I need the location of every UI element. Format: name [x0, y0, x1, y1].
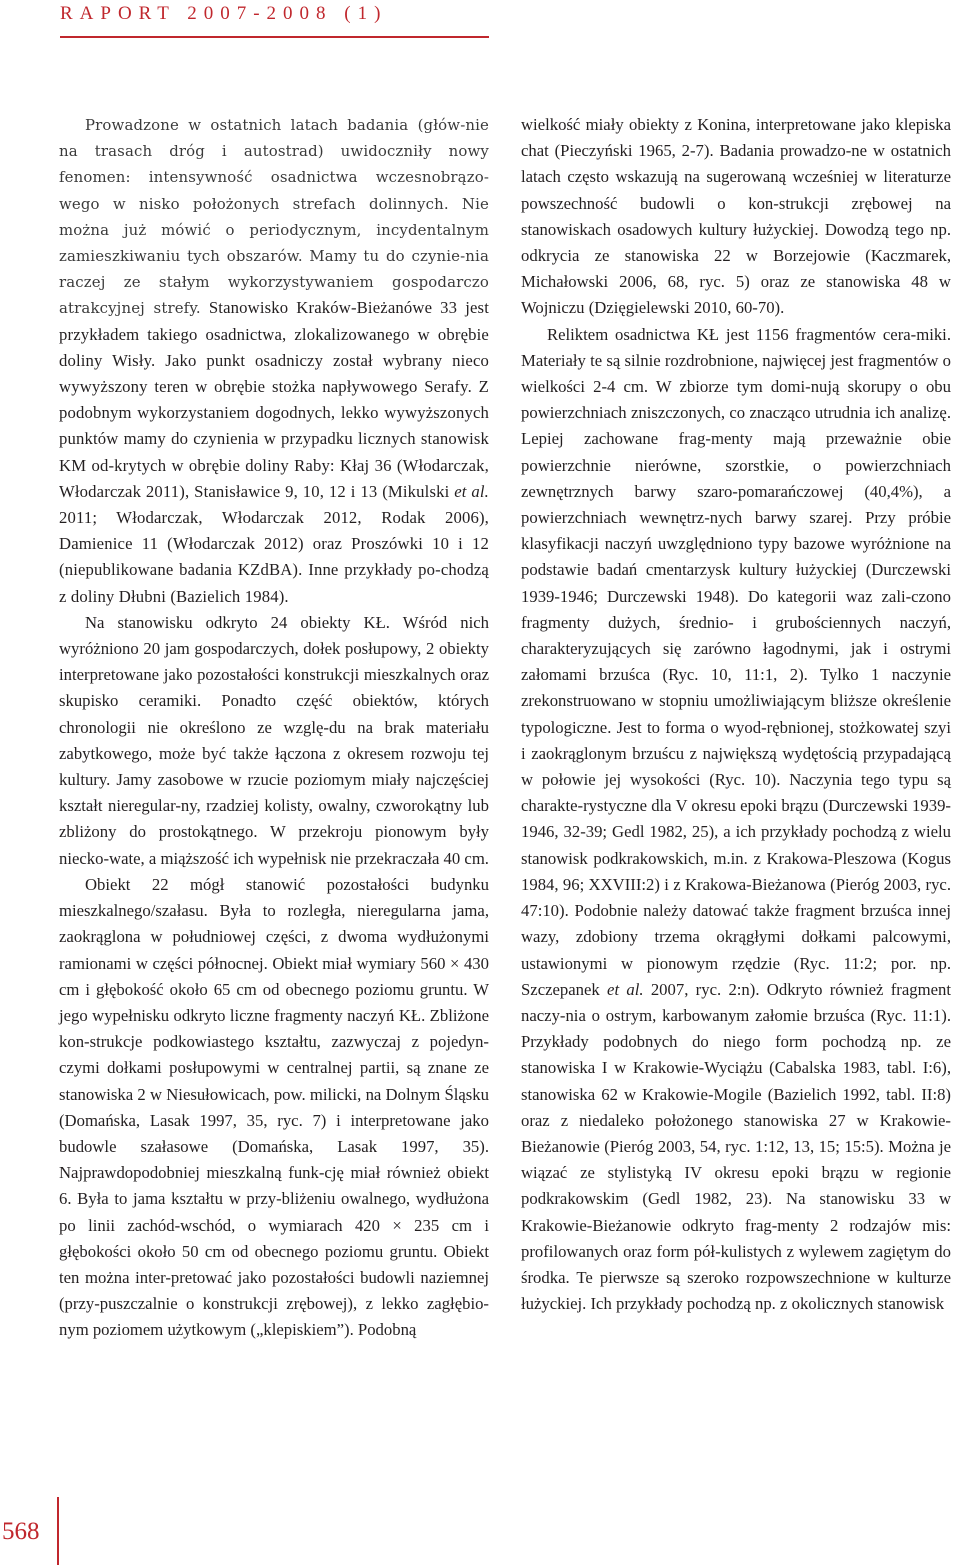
- paragraph: Obiekt 22 mógł stanowić pozostałości budynku mieszkalnego/szałasu. Była to rozległa, nieregularna jama, zaokrąglona w południowej części, z dwoma wydłużonymi ramionami w części północnej. Obiekt miał wymiary 560 × 430 cm i głębokość około 65 cm od obecnego poziomu gruntu. W jego wypełnisku odkryto liczne fragmenty naczyń KŁ. Zbliżone kon-strukcje podkowiastego kształtu, zazwyczaj z pojedyn-czymi dołkami posłupowymi w centralnej partii, są znane ze stanowiska 2 w Niesułowicach, pow. milicki, na Dolnym Śląsku (Domańska, Lasak 1997, 35, ryc. 7) i interpretowane jako budowle szałasowe (Domańska, Lasak 1997, 35). Najprawdopodobniej mieszkalną funk-cję miał również obiekt 6. Była to jama kształtu w przy-bliżeniu owalnego, wydłużona po linii zachód-wschód, o wymiarach 420 × 235 cm i głębokości około 50 cm od obecnego poziomu gruntu. Obiekt ten można inter-pretować jako pozostałości budowli naziemnej (przy-puszczalnie o konstrukcji zrębowej), z lekko zagłębio-nym poziomem użytkowym („klepiskiem”). Podobną: [59, 874, 489, 1340]
- paragraph-text: 2011; Włodarczak, Włodarczak 2012, Rodak 2006), Damienice 11 (Włodarczak 2012) oraz Proszówki 10 i 12 (niepublikowane badania KZdBA). Inne przykłady po-chodzą z doliny Dłubni (Bazielich 1984).: [59, 508, 489, 606]
- running-header: RAPORT 2007-2008 (1): [60, 3, 388, 24]
- italic-text: et al.: [607, 979, 644, 999]
- paragraph: wielkość miały obiekty z Konina, interpretowane jako klepiska chat (Pieczyński 1965, 2-7). Badania prowadzo-ne w ostatnich latach często wskazują na sugerowaną wcześniej w literaturze powszechność budowli o kon-strukcji zrębowej na stanowiskach osadowych kultury łużyckiej. Dowodzą tego np. odkrycia ze stanowiska 22 w Borzejowie (Kaczmarek, Michałowski 2006, 68, ryc. 5) oraz ze stanowiska 48 w Wojniczu (Dzięgielewski 2010, 60-70).: [521, 115, 951, 318]
- paragraph: [521, 322, 951, 1318]
- left-column: [59, 112, 489, 1344]
- italic-text: et al.: [454, 481, 489, 501]
- right-column: [521, 112, 951, 1317]
- page-number-rule: [57, 1497, 59, 1565]
- paragraph-text: Reliktem osadnictwa KŁ jest 1156 fragmentów cera-miki. Materiały te są silnie rozdrobnione, najwięcej jest fragmentów o wielkości 2-4 cm. W zbiorze tym domi-nują skorupy o obu powierzchniach zniszczonych, co znacząco utrudnia ich analizę. Lepiej zachowane frag-menty mają przeważnie obie powierzchnie nierówne, szorstkie, o powierzchniach zewnętrznych barwy szaro-pomarańczowej (40,4%), a powierzchniach wewnętrz-nych barwy szarej. Przy próbie klasyfikacji naczyń uwzględniono typy bazowe wyróżnione na podstawie badań cmentarzysk kultury łużyckiej (Durczewski 1939-1946; Durczewski 1948). Do kategorii waz zali-czono fragmenty dużych, średnio- i grubościennych naczyń, charakteryzujących się zarówno łagodnymi, jak i ostrymi załomami brzuśca (Ryc. 10, 11:1, 2). Tylko 1 naczynie zrekonstruowano w stopniu umożliwiającym bliższe określenie typologiczne. Jest to forma o wyod-rębnionej, stożkowatej szyi i zaokrąglonym brzuścu z największą wydętością przypadającą w połowie jej wysokości (Ryc. 10). Naczynia tego typu są charakte-rystyczne dla V okresu epoki brązu (Durczewski 1939-1946, 32-39; Gedl 1982, 25), a ich przykłady pochodzą z wielu stanowisk podkrakowskich, m.in. z Krakowa-Pleszowa (Kogus 1984, 96; XXVIII:2) i z Krakowa-Bieżanowa (Pieróg 2003, ryc. 47:10). Podobnie należy datować także fragment brzuśca innej wazy, zdobiony trzema okrągłymi dołkami palcowymi, ustawionymi w pionowym rzędzie (Ryc. 11:2; por. np. Szczepanek: [521, 324, 951, 999]
- header-rule: [60, 36, 489, 38]
- page-number: 568: [2, 1518, 40, 1545]
- paragraph-text: 2007, ryc. 2:n). Odkryto również fragment naczy-nia o ostrym, karbowanym załomie brzuśca (Ryc. 11:1). Przykłady podobnych do niego form pochodzą np. ze stanowiska I w Krakowie-Wyciążu (Cabalska 1983, tabl. I:6), stanowiska 62 w Krakowie-Mogile (Bazielich 1992, tabl. II:8) oraz z niedaleko położonego stanowiska 27 w Krakowie-Bieżanowie (Pieróg 2003, 54, ryc. 1:12, 13, 15; 15:5). Można je wiązać ze stylistyką IV okresu epoki brązu w regionie podkrakowskim (Gedl 1982, 23). Na stanowisku 33 w Krakowie-Bieżanowie odkryto frag-menty 2 rodzajów mis: profilowanych oraz form pół-kulistych z wylewem zagiętym do środka. Te pierwsze są szeroko rozpowszechnione w kulturze łużyckiej. Ich przykłady pochodzą np. z okolicznych stanowisk: [521, 979, 951, 1314]
- paragraph: [59, 112, 489, 610]
- paragraph-text: Stanowisko Kraków-Bieżanówe 33 jest przykładem takiego osadnictwa, zlokalizowanego w obrębie doliny Wisły. Jako punkt osadniczy został wybrany nieco wywyższony teren w obrębie stożka napływowego Serafy. Z podobnym wykorzystaniem dogodnych, lekko wywyższonych punktów mamy do czynienia w przypadku licznych stanowisk KM od-krytych w obrębie doliny Raby: Kłaj 36 (Włodarczak, Włodarczak 2011), Stanisławice 9, 10, 12 i 13 (Mikulski: [59, 298, 489, 501]
- paragraph: Na stanowisku odkryto 24 obiekty KŁ. Wśród nich wyróżniono 20 jam gospodarczych, dołek posłupowy, 2 obiekty interpretowane jako pozostałości konstrukcji mieszkalnych oraz skupisko ceramiki. Ponadto część obiektów, których chronologii nie określono ze wzglę-du na brak materiału zabytkowego, może być także łączona z okresem rozwoju tej kultury. Jamy zasobowe w rzucie poziomym miały najczęściej kształt nieregular-ny, rzadziej kolisty, owalny, czworokątny lub zbliżony do prostokątnego. W przekroju pionowym były niecko-wate, a miąższość ich wypełnisk nie przekraczała 40 cm.: [59, 612, 489, 868]
- paragraph-lead: Prowadzone w ostatnich latach badania (głów-nie na trasach dróg i autostrad) uwidoczniły nowy fenomen: intensywność osadnictwa wczesnobrązo-wego w nisko położonych strefach dolinnych. Nie można już mówić o periodycznym, incydentalnym zamieszkiwaniu tych obszarów. Mamy tu do czynie-nia raczej ze stałym wykorzystywaniem gospodarczo atrakcyjnej strefy.: [59, 116, 489, 318]
